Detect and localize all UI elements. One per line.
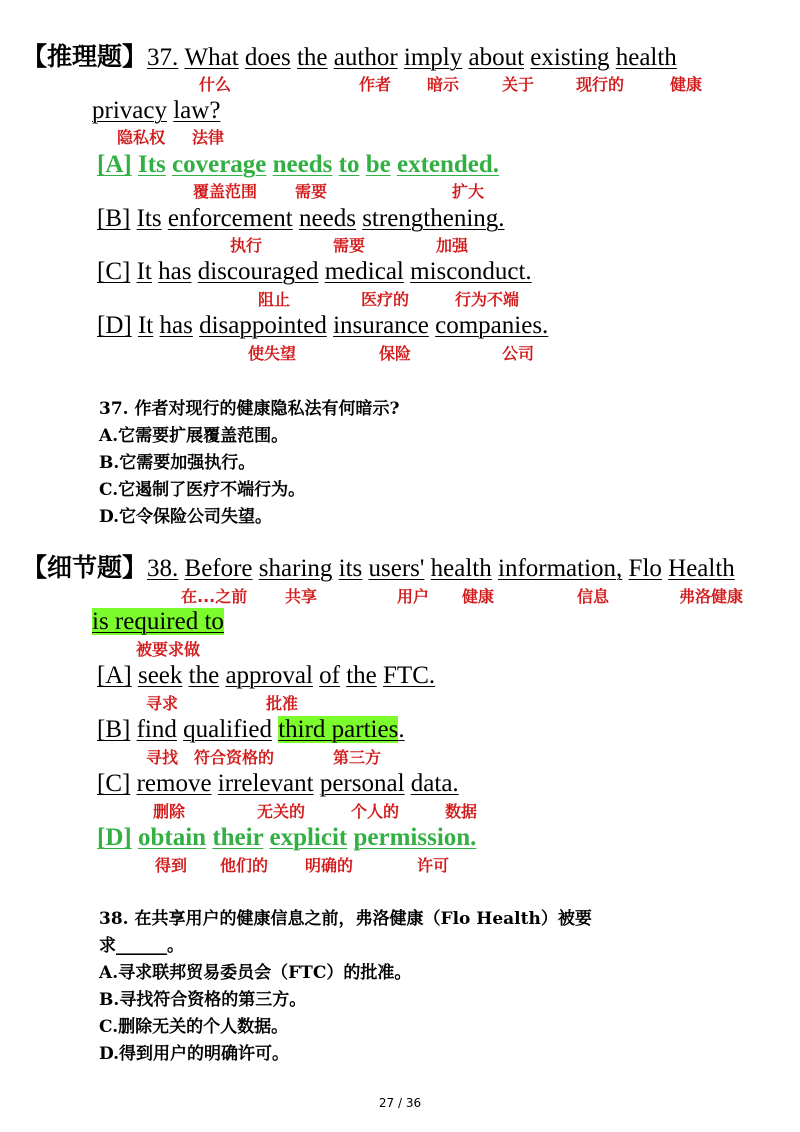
gloss: 得到 [155,856,188,875]
word: seek [137,662,183,689]
gloss: 暗示 [427,75,460,94]
q37-option-d [97,311,548,341]
q37-translation-option: D.它令保险公司失望。 [99,507,273,527]
word: personal [319,770,405,797]
gloss: 明确的 [305,856,354,875]
q37-number: 37. [147,44,179,71]
gloss: 删除 [153,802,186,821]
gloss: 批准 [266,694,299,713]
q37-stem-line1 [22,42,677,73]
highlighted-phrase: third parties [278,716,399,743]
option-letter: [B] [97,716,131,743]
word: privacy [92,97,167,124]
q37-translation-option: B.它需要加强执行。 [99,453,256,473]
option-letter: [D] [97,824,132,851]
word: to [338,151,360,178]
word: It [136,258,152,285]
q38-option-c [97,769,459,799]
word: approval [225,662,313,689]
gloss: 关于 [502,75,535,94]
option-letter: [C] [97,770,131,797]
gloss: 现行的 [576,75,625,94]
word: extended. [396,151,500,178]
q38-option-a [97,661,435,691]
q38-stem-line2 [92,607,224,637]
current-page: 27 [378,1096,395,1110]
word: does [244,44,291,71]
gloss: 用户 [397,587,430,606]
gloss: 数据 [445,802,478,821]
option-letter: [C] [97,258,131,285]
word: What [184,44,239,71]
word: their [212,824,264,851]
q38-translation-question-line1: 38. 在共享用户的健康信息之前，弗洛健康（Flo Health）被要 [99,909,592,929]
q38-translation-option: D.得到用户的明确许可。 [99,1044,290,1064]
gloss: 许可 [417,856,450,875]
gloss: 在...之前 [181,587,248,606]
word: health [430,555,492,582]
gloss: 医疗的 [361,290,410,309]
option-letter: [D] [97,312,132,339]
text: 求 [99,936,116,956]
gloss: 健康 [462,587,495,606]
q38-translation-option: C.删除无关的个人数据。 [99,1017,289,1037]
option-letter: [A] [97,151,132,178]
gloss: 符合资格的 [194,748,275,767]
gloss: 作者 [359,75,392,94]
q38-translation-option: B.寻找符合资格的第三方。 [99,990,307,1010]
gloss: 共享 [285,587,318,606]
word: Its [137,151,166,178]
word: discouraged [197,258,319,285]
gloss: 公司 [502,344,535,363]
word: remove [136,770,212,797]
gloss: 需要 [333,236,366,255]
word: insurance [333,312,429,339]
gloss: 信息 [577,587,610,606]
word: strengthening. [362,205,505,232]
answer-blank: ______ [116,936,167,956]
word: companies. [435,312,549,339]
word: sharing [258,555,333,582]
gloss: 覆盖范围 [193,182,258,201]
gloss: 法律 [192,128,225,147]
word: FTC. [383,662,436,689]
q38-stem-line1 [22,553,735,584]
word: existing [530,44,610,71]
gloss: 需要 [295,182,328,201]
text: 。 [167,936,184,956]
word: information, [498,555,623,582]
gloss: 弗洛健康 [679,587,744,606]
word: medical [324,258,404,285]
gloss: 个人的 [351,802,400,821]
word: imply [403,44,463,71]
gloss: 什么 [199,75,232,94]
q37-translation-option: C.它遏制了医疗不端行为。 [99,480,306,500]
total-pages: 36 [405,1096,422,1110]
word: about [468,44,525,71]
q37-translation-question: 37. 作者对现行的健康隐私法有何暗示? [99,399,400,419]
gloss: 行为不端 [455,290,520,309]
word: find [136,716,177,743]
word: be [365,151,391,178]
word: Health [668,555,735,582]
word: of [319,662,340,689]
word: the [188,662,220,689]
gloss: 健康 [670,75,703,94]
page-number [0,1096,800,1110]
gloss: 阻止 [258,290,291,309]
option-letter: [B] [97,205,131,232]
q38-option-d [97,823,476,853]
page-separator: / [397,1096,403,1110]
word: Before [184,555,253,582]
q37-type-tag: 【推理题】 [22,42,148,71]
gloss: 无关的 [257,802,306,821]
word: . [398,716,405,743]
option-letter: [A] [97,662,132,689]
gloss: 寻求 [146,694,179,713]
q38-option-b [97,715,405,745]
word: It [137,312,154,339]
word: data. [410,770,459,797]
word: has [158,258,192,285]
q37-option-c [97,257,532,287]
word: explicit [269,824,348,851]
q38-translation-question-line2 [99,935,184,957]
word: qualified [183,716,272,743]
q37-stem-line2 [92,96,220,126]
gloss: 被要求做 [136,640,201,659]
word: the [296,44,328,71]
q37-option-b [97,204,505,234]
highlighted-phrase: is required to [92,608,224,635]
word: health [615,44,677,71]
gloss: 使失望 [248,344,297,363]
word: law? [173,97,221,124]
word: irrelevant [217,770,314,797]
word: permission. [353,824,477,851]
q38-type-tag: 【细节题】 [22,553,148,582]
q38-number: 38. [147,555,179,582]
word: needs [299,205,356,232]
gloss: 保险 [379,344,412,363]
word: Its [136,205,162,232]
gloss: 第三方 [333,748,382,767]
word: has [159,312,193,339]
gloss: 扩大 [452,182,485,201]
word: needs [272,151,333,178]
word: disappointed [199,312,327,339]
word: users' [368,555,425,582]
gloss: 隐私权 [117,128,166,147]
gloss: 他们的 [220,856,269,875]
word: obtain [137,824,207,851]
q37-translation-option: A.它需要扩展覆盖范围。 [99,426,289,446]
word: misconduct. [410,258,532,285]
word: Flo [628,555,662,582]
word: enforcement [167,205,293,232]
q38-translation-option: A.寻求联邦贸易委员会（FTC）的批准。 [99,963,412,983]
word: author [333,44,398,71]
gloss: 加强 [436,236,469,255]
q37-option-a [97,150,499,180]
word: the [346,662,377,689]
gloss: 执行 [230,236,263,255]
word: coverage [172,151,267,178]
gloss: 寻找 [146,748,179,767]
word: its [338,555,363,582]
